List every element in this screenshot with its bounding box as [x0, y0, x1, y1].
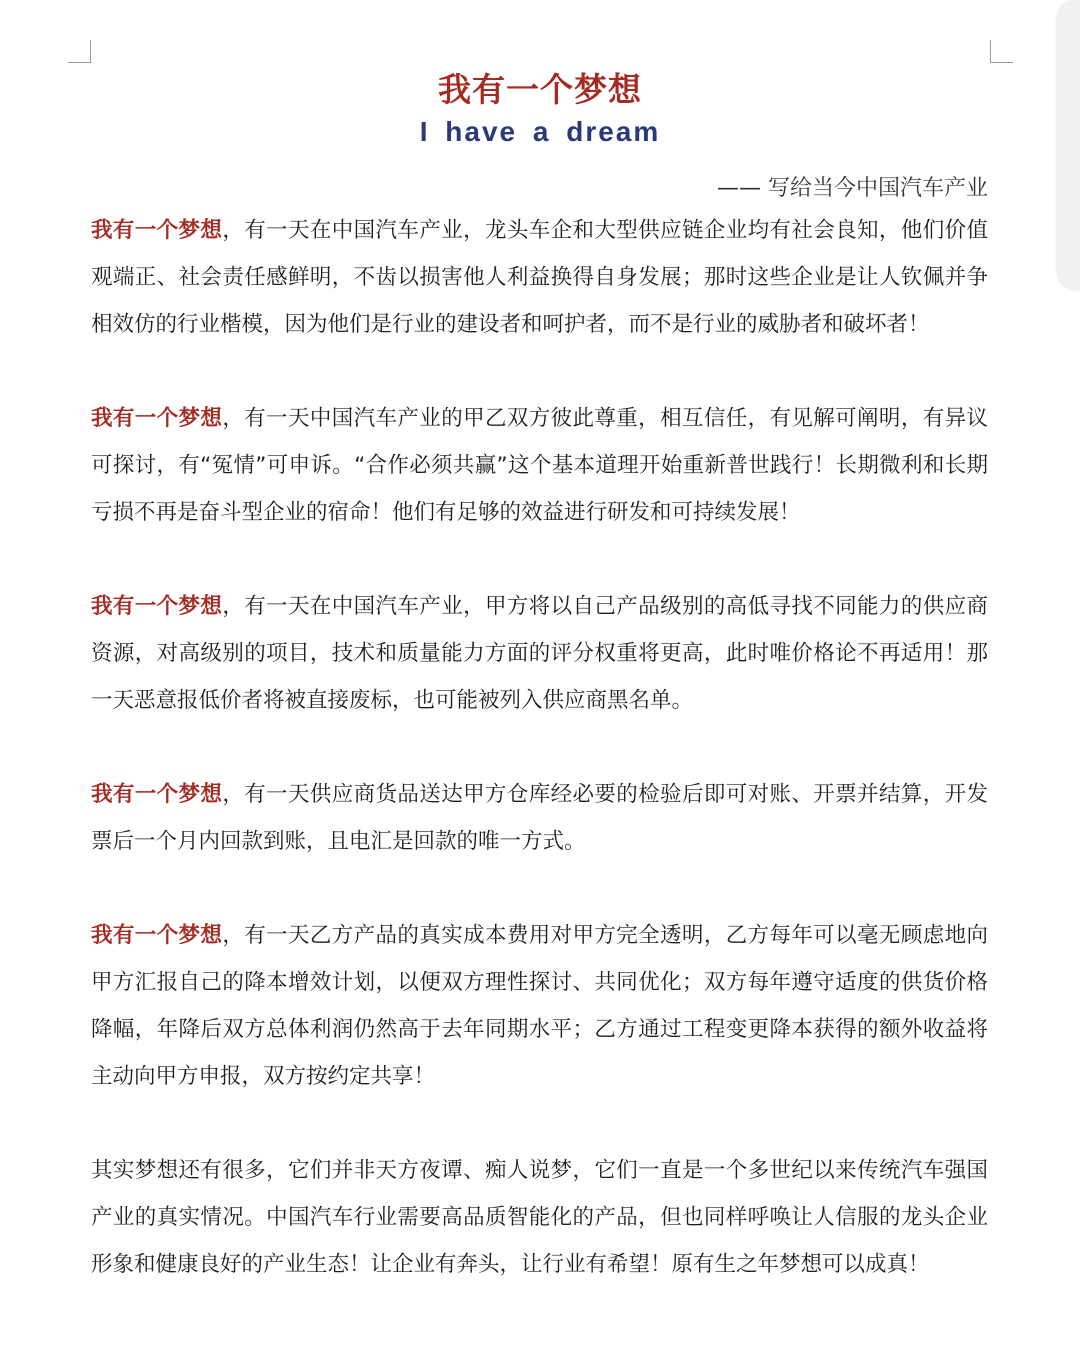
document-body	[91, 207, 988, 1335]
document-title: 我有一个梦想	[438, 70, 642, 109]
paragraph-lead: 我有一个梦想	[91, 594, 223, 619]
paragraph-lead: 我有一个梦想	[91, 406, 223, 431]
paragraph-lead: 我有一个梦想	[91, 923, 223, 948]
paragraph-5	[91, 912, 988, 1100]
paragraph-lead: 我有一个梦想	[91, 782, 223, 807]
paragraph-text: ，有一天中国汽车产业的甲乙双方彼此尊重，相互信任，有见解可阐明，有异议可探讨，有“冤情”可申诉。“合作必须共赢”这个基本道理开始重新普世践行！长期微利和长期亏损不再是奋斗型企业的宿命！他们有足够的效益进行研发和可持续发展！	[91, 406, 988, 525]
paragraph-text: 其实梦想还有很多，它们并非天方夜谭、痴人说梦，它们一直是一个多世纪以来传统汽车强国产业的真实情况。中国汽车行业需要高品质智能化的产品，但也同样呼唤让人信服的龙头企业形象和健康良好的产业生态！让企业有奔头，让行业有希望！原有生之年梦想可以成真！	[91, 1158, 988, 1277]
paragraph-text: ，有一天供应商货品送达甲方仓库经必要的检验后即可对账、开票并结算，开发票后一个月内回款到账，且电汇是回款的唯一方式。	[91, 782, 988, 854]
paragraph-6	[91, 1147, 988, 1288]
paragraph-text: ，有一天在中国汽车产业，龙头车企和大型供应链企业均有社会良知，他们价值观端正、社会责任感鲜明，不齿以损害他人利益换得自身发展；那时这些企业是让人钦佩并争相效仿的行业楷模，因为他们是行业的建设者和呵护者，而不是行业的威胁者和破坏者！	[91, 218, 988, 337]
paragraph-lead: 我有一个梦想	[91, 218, 223, 243]
page-corner-mark-top-right	[990, 40, 1013, 63]
dedication-line: —— 写给当今中国汽车产业	[717, 176, 988, 201]
paragraph-1	[91, 207, 988, 348]
paragraph-text: ，有一天乙方产品的真实成本费用对甲方完全透明，乙方每年可以毫无顾虑地向甲方汇报自己的降本增效计划，以便双方理性探讨、共同优化；双方每年遵守适度的供货价格降幅，年降后双方总体利润仍然高于去年同期水平；乙方通过工程变更降本获得的额外收益将主动向甲方申报，双方按约定共享！	[91, 923, 988, 1089]
paragraph-4	[91, 771, 988, 865]
paragraph-3	[91, 583, 988, 724]
paragraph-2	[91, 395, 988, 536]
page-corner-mark-top-left	[68, 40, 91, 63]
document-subtitle: I have a dream	[419, 116, 661, 147]
paragraph-text: ，有一天在中国汽车产业，甲方将以自己产品级别的高低寻找不同能力的供应商资源，对高级别的项目，技术和质量能力方面的评分权重将更高，此时唯价格论不再适用！那一天恶意报低价者将被直接废标，也可能被列入供应商黑名单。	[91, 594, 988, 713]
